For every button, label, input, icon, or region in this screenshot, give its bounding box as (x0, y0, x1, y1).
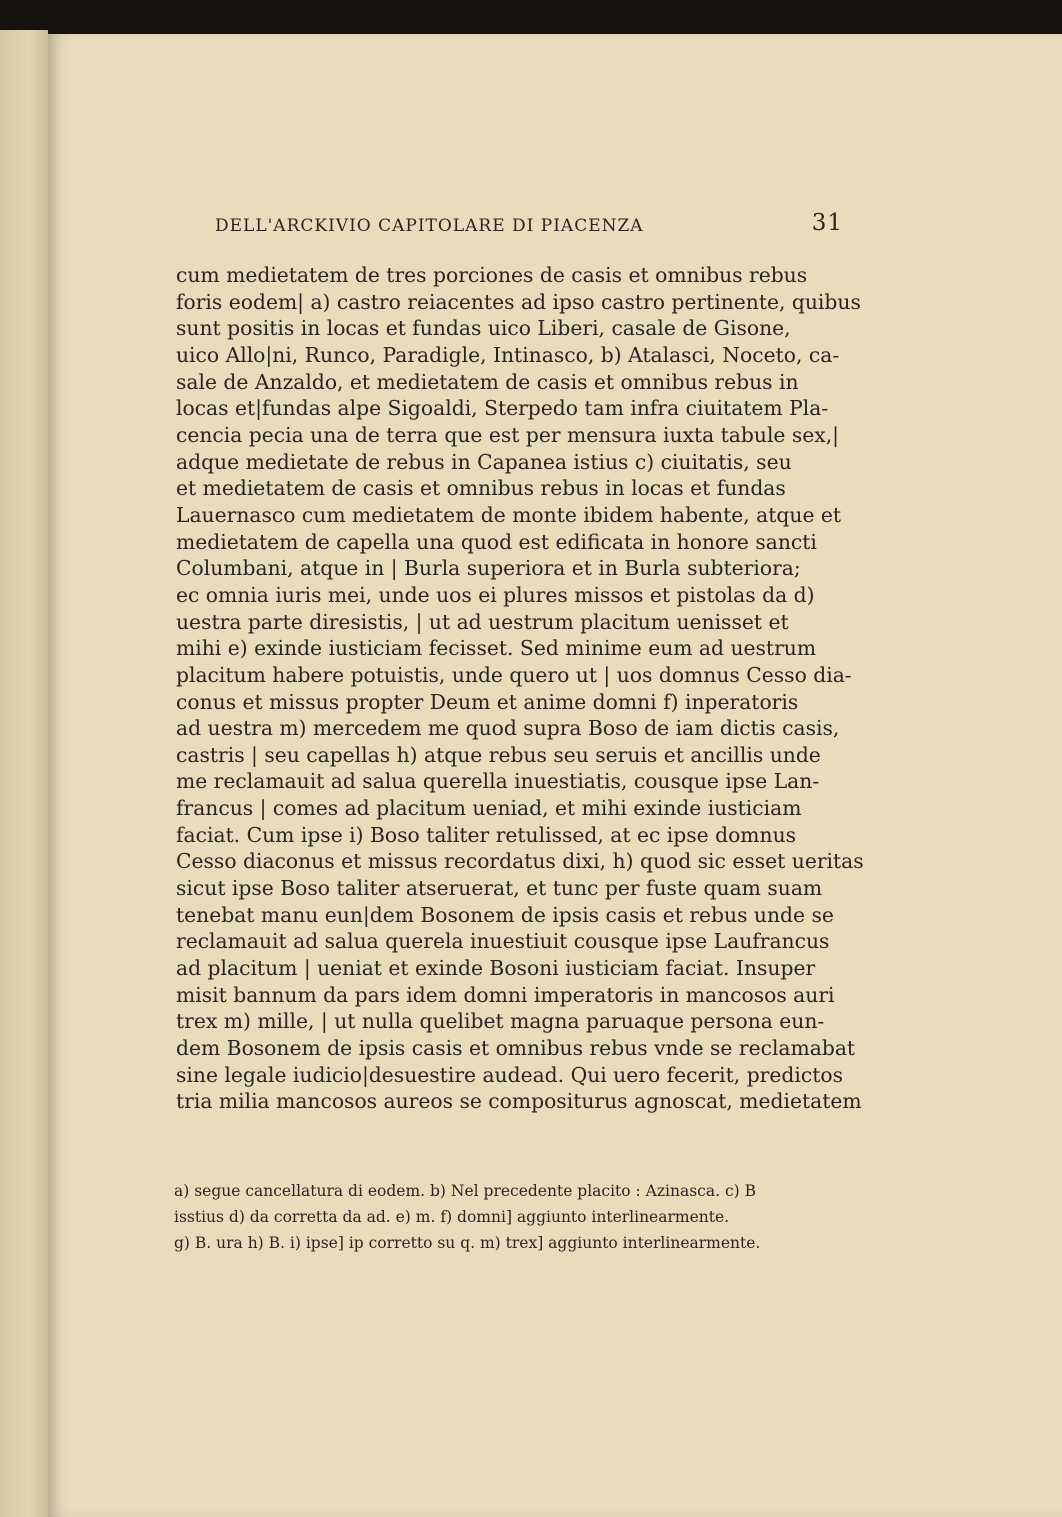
book-page (48, 34, 1062, 1517)
text-line: Columbani, atque in | Burla superiora et in Burla subteriora; (176, 556, 801, 581)
text-line: ad uestra m) mercedem me quod supra Boso de iam dictis casis, (176, 716, 840, 741)
text-line: sunt positis in locas et fundas uico Liberi, casale de Gisone, (176, 316, 791, 341)
footnotes (174, 1178, 779, 1256)
footnote-line: isstius d) da corretta da ad. e) m. f) domni] aggiunto interlinearmente. (174, 1208, 730, 1226)
text-line: conus et missus propter Deum et anime domni f) inperatoris (176, 689, 799, 714)
text-line: tenebat manu eun|dem Bosonem de ipsis casis et rebus unde se (176, 902, 834, 927)
text-line: cencia pecia una de terra que est per mensura iuxta tabule sex,| (176, 422, 840, 447)
text-line: sine legale iudicio|desuestire audead. Qui uero fecerit, predictos (176, 1062, 843, 1087)
text-line: Cesso diaconus et missus recordatus dixi, h) quod sic esset ueritas (176, 849, 864, 874)
text-line: faciat. Cum ipse i) Boso taliter retulissed, at ec ipse domnus (176, 822, 797, 847)
text-line: adque medietate de rebus in Capanea istius c) ciuitatis, seu (176, 449, 792, 474)
running-title: DELL'ARCKIVIO CAPITOLARE DI PIACENZA (215, 216, 644, 236)
text-line: reclamauit ad salua querela inuestiuit cousque ipse Laufrancus (176, 929, 830, 954)
previous-page-edge (0, 30, 48, 1517)
text-line: medietatem de capella una quod est edificata in honore sancti (176, 529, 817, 554)
text-line: ad placitum | ueniat et exinde Bosoni iusticiam faciat. Insuper (176, 956, 816, 981)
text-line: tria milia mancosos aureos se compositurus agnoscat, medietatem (176, 1089, 862, 1114)
text-line: francus | comes ad placitum ueniad, et mihi exinde iusticiam (176, 796, 802, 821)
text-line: uestra parte diresistis, | ut ad uestrum placitum uenisset et (176, 609, 789, 634)
text-line: et medietatem de casis et omnibus rebus in locas et fundas (176, 476, 786, 501)
text-line: uico Allo|ni, Runco, Paradigle, Intinasco, b) Atalasci, Noceto, ca- (176, 342, 840, 367)
text-line: locas et|fundas alpe Sigoaldi, Sterpedo tam infra ciuitatem Pla- (176, 396, 829, 421)
text-line: castris | seu capellas h) atque rebus seu seruis et ancillis unde (176, 742, 821, 767)
text-line: mihi e) exinde iusticiam fecisset. Sed minime eum ad uestrum (176, 636, 817, 661)
body-text (176, 262, 864, 1115)
text-line: cum medietatem de tres porciones de casis et omnibus rebus (176, 263, 808, 287)
text-line: misit bannum da pars idem domni imperatoris in mancosos auri (176, 982, 835, 1007)
text-line: sicut ipse Boso taliter atseruerat, et tunc per fuste quam suam (176, 876, 823, 901)
footnote-line: a) segue cancellatura di eodem. b) Nel precedente placito : Azinasca. c) B (174, 1182, 756, 1200)
text-line: Lauernasco cum medietatem de monte ibidem habente, atque et (176, 502, 842, 527)
text-line: foris eodem| a) castro reiacentes ad ipso castro pertinente, quibus (176, 289, 861, 314)
text-line: placitum habere potuistis, unde quero ut | uos domnus Cesso dia- (176, 662, 852, 687)
text-line: sale de Anzaldo, et medietatem de casis et omnibus rebus in (176, 369, 799, 394)
text-line: trex m) mille, | ut nulla quelibet magna paruaque persona eun- (176, 1009, 825, 1034)
text-line: me reclamauit ad salua querella inuestiatis, cousque ipse Lan- (176, 769, 820, 794)
footnote-line: g) B. ura h) B. i) ipse] ip corretto su q. m) trex] aggiunto interlinearmente. (174, 1234, 761, 1252)
text-line: dem Bosonem de ipsis casis et omnibus rebus vnde se reclamabat (176, 1036, 856, 1061)
page-number: 31 (811, 210, 843, 236)
text-line: ec omnia iuris mei, unde uos ei plures missos et pistolas da d) (176, 582, 815, 607)
